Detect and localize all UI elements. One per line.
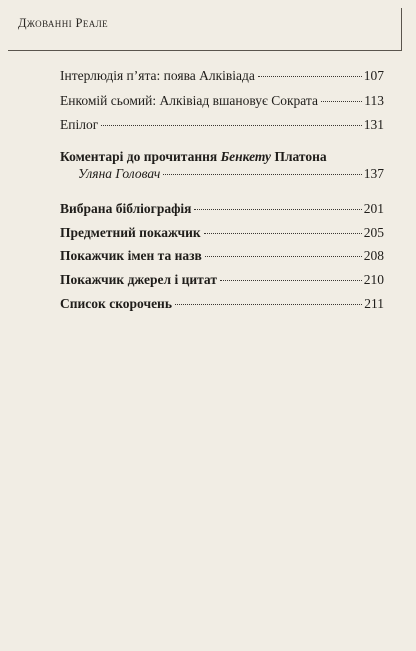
commentary-author-entry [78,166,384,182]
toc-entry-page: 113 [364,93,384,108]
toc-entry-page: 205 [363,225,384,240]
toc-entry [60,93,384,109]
header-horizontal-rule [8,50,402,51]
toc-entry-page: 137 [363,166,384,181]
toc-entry-page: 211 [364,296,384,311]
dot-leader [258,76,362,77]
dot-leader [175,304,362,305]
commentary-author: Уляна Головач [78,166,161,181]
dot-leader [163,174,361,175]
toc-entry [60,201,384,217]
toc-entry-page: 131 [363,117,384,132]
dot-leader [194,209,361,210]
toc-entry-page: 208 [363,248,384,263]
commentary-title-end: Платона [271,149,327,164]
toc-entry-page: 107 [363,68,384,83]
toc-entry-page: 210 [363,272,384,287]
commentary-title [60,149,327,165]
commentary-title-start: Коментарі до прочитання [60,149,221,164]
commentary-title-italic: Бенкету [220,149,272,164]
dot-leader [321,101,362,102]
dot-leader [101,125,362,126]
toc-entry-label: Вибрана бібліографія [60,201,192,216]
toc-entry-label: Енкомій сьомий: Алківіад вшановує Сократа [60,93,318,108]
toc-entry-label: Епілог [60,117,99,132]
dot-leader [205,256,362,257]
toc-entry-label: Інтерлюдія п’ята: поява Алківіада [60,68,255,83]
toc-entry [60,225,384,241]
dot-leader [220,280,362,281]
dot-leader [204,233,362,234]
toc-entry [60,248,384,264]
toc-entry-label: Покажчик імен та назв [60,248,202,263]
toc-entry [60,68,384,84]
toc-entry-label: Предметний покажчик [60,225,201,240]
toc-entry [60,117,384,133]
toc-entry-label: Покажчик джерел і цитат [60,272,217,287]
toc-entry-label: Список скорочень [60,296,172,311]
toc-entry [60,296,384,312]
toc-entry [60,272,384,288]
toc-entry-page: 201 [363,201,384,216]
header-vertical-rule [401,8,402,50]
running-head: Джованні Реале [18,16,109,30]
